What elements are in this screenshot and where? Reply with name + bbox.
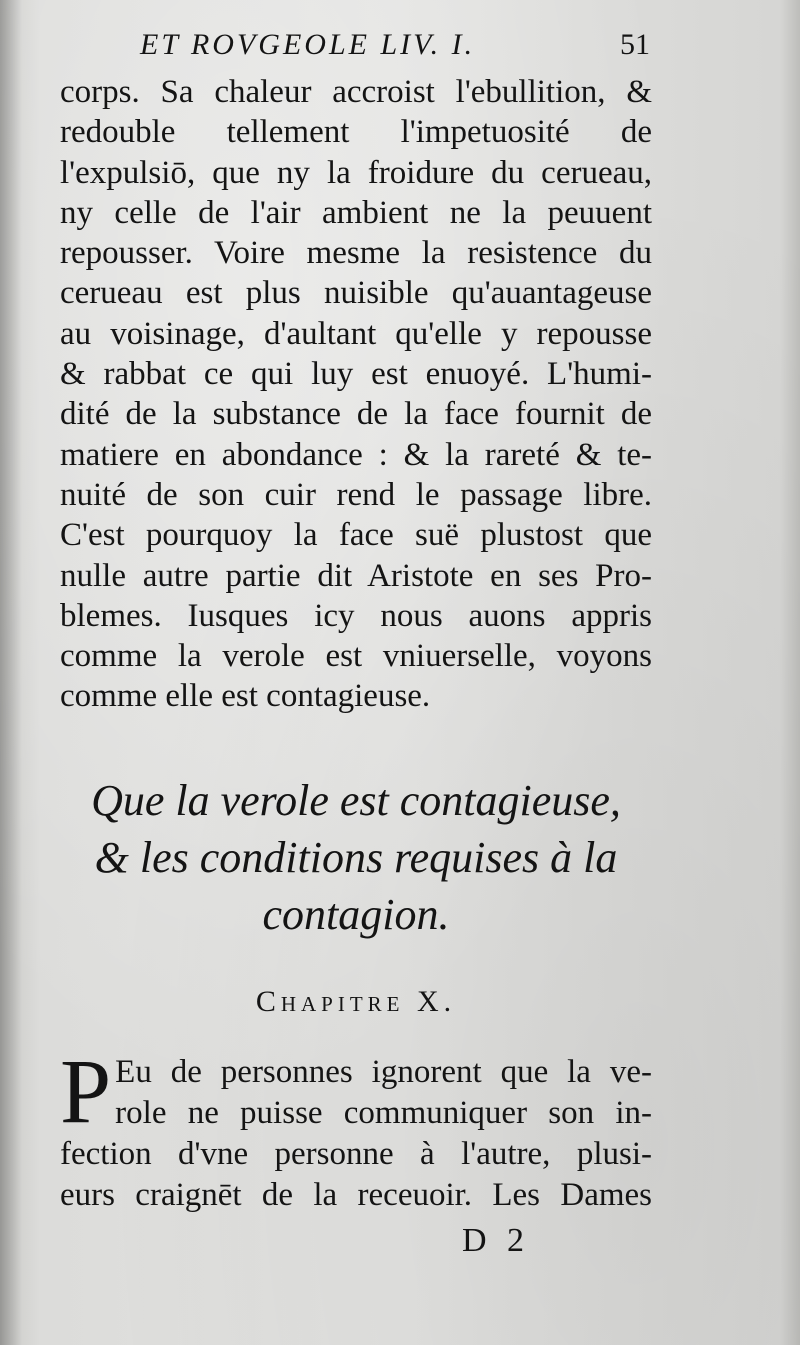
text-line: redouble tellement l'impetuosité de <box>60 114 652 151</box>
text-line: blemes. Iusques icy nous auons appris <box>60 597 652 634</box>
running-head-title: ET ROVGEOLE LIV. I. <box>140 28 476 61</box>
drop-cap: P <box>60 1040 112 1142</box>
text-line: l'expulsiō, que ny la froidure du cerueau, <box>60 154 652 191</box>
page-number: 51 <box>620 28 650 61</box>
text-line: corps. Sa chaleur accroist l'ebullition, & <box>60 74 652 110</box>
chapter-heading <box>60 772 652 943</box>
paragraph-1 <box>60 72 652 717</box>
text-line: eurs craignēt de la receuoir. Les Dames <box>60 1177 652 1213</box>
text-line: nuité de son cuir rend le passage libre. <box>60 476 652 513</box>
text-line: matiere en abondance : & la rareté & te- <box>60 436 652 473</box>
text-line: C'est pourquoy la face suë plustost que <box>60 517 652 554</box>
running-head <box>140 28 650 70</box>
paragraph-2 <box>60 1040 652 1216</box>
heading-line: Que la verole est contagieuse, <box>91 776 621 825</box>
heading-line: & les conditions requises à la <box>94 833 618 882</box>
text-line: repousser. Voire mesme la resistence du <box>60 235 652 272</box>
binding-shadow <box>0 0 22 1345</box>
heading-line: contagion. <box>262 890 450 939</box>
text-line: cerueau est plus nuisible qu'auantageuse <box>60 275 652 312</box>
text-line: comme la verole est vniuerselle, voyons <box>60 638 652 675</box>
text-line: Eu de personnes ignorent que la ve- <box>115 1054 652 1090</box>
text-line: comme elle est contagieuse. <box>60 678 431 715</box>
text-line: role ne puisse communiquer son in- <box>115 1095 652 1131</box>
text-line: dité de la substance de la face fournit de <box>60 396 652 433</box>
text-line: fection d'vne personne à l'autre, plusi- <box>60 1136 652 1172</box>
text-line: & rabbat ce qui luy est enuoyé. L'humi- <box>60 356 652 393</box>
text-line: nulle autre partie dit Aristote en ses Pro- <box>60 557 652 594</box>
chapter-label: Chapitre X. <box>255 985 457 1018</box>
signature-mark: D 2 <box>462 1222 531 1259</box>
text-line: ny celle de l'air ambient ne la peuuent <box>60 194 652 231</box>
text-line: au voisinage, d'aultant qu'elle y repousse <box>60 315 652 352</box>
